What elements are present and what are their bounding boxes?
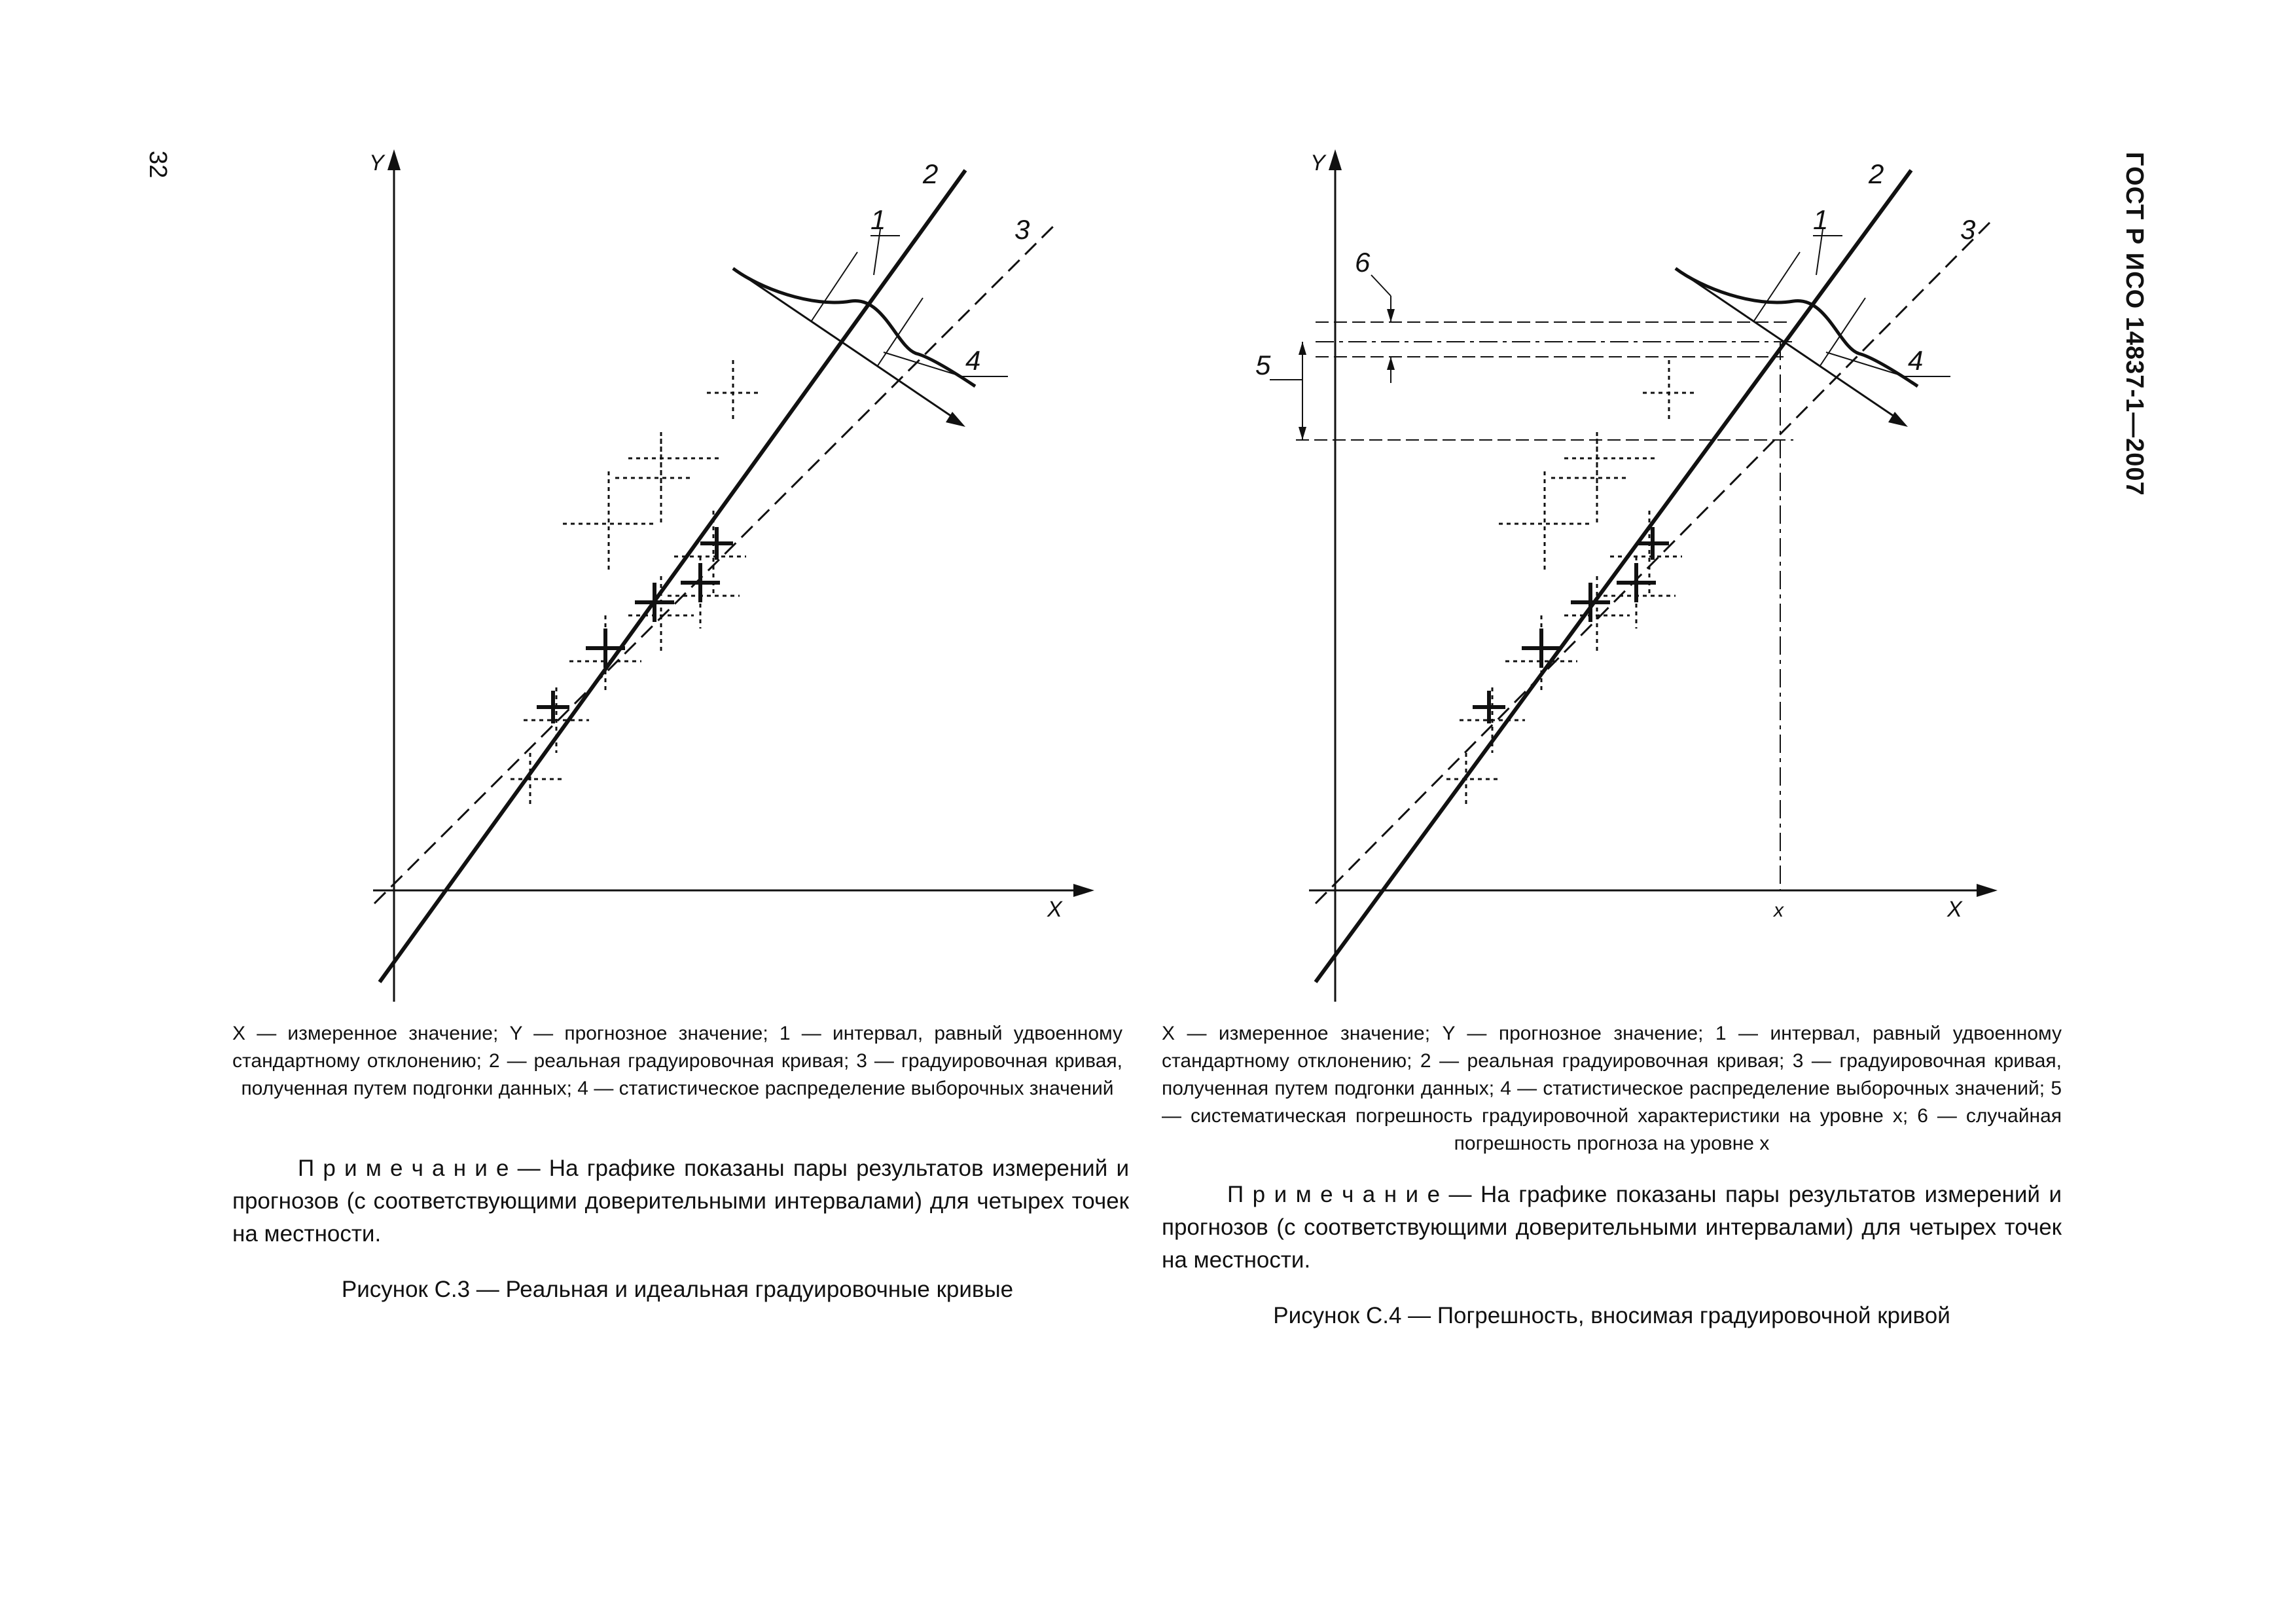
interval-1-tick — [877, 298, 923, 367]
dimension-arrow-icon — [1299, 427, 1306, 440]
interval-1-tick — [1820, 298, 1865, 367]
real-calibration-curve-2 — [380, 170, 965, 982]
real-calibration-curve-2 — [1316, 170, 1911, 982]
callout-2: 2 — [1869, 158, 1884, 189]
callout-3: 3 — [1014, 214, 1030, 245]
running-header: ГОСТ Р ИСО 14837-1—2007 — [2121, 152, 2148, 496]
figure-c4-caption: Рисунок С.4 — Погрешность, вносимая градуировочной кривой — [1273, 1303, 1950, 1328]
leader-line-6 — [1371, 275, 1391, 296]
distribution-axis — [733, 268, 956, 419]
callout-1: 1 — [870, 204, 886, 235]
interval-1-tick — [812, 252, 857, 321]
y-axis-label: Y — [1310, 151, 1325, 175]
dimension-arrow-icon — [1299, 342, 1306, 355]
x-axis-arrow-icon — [1073, 884, 1094, 897]
figure-c4-plot — [1230, 144, 2081, 1008]
y-axis-arrow-icon — [1329, 149, 1342, 170]
callout-1: 1 — [1813, 204, 1829, 235]
callout-6: 6 — [1355, 247, 1371, 278]
distribution-axis — [1676, 268, 1898, 419]
fitted-calibration-curve-3 — [374, 223, 1057, 903]
y-axis-arrow-icon — [387, 149, 401, 170]
x-level-label: x — [1774, 900, 1784, 921]
figure-c3-note — [232, 1152, 1129, 1250]
x-axis-label: X — [1047, 897, 1062, 922]
callout-2: 2 — [923, 158, 939, 189]
dimension-arrow-icon — [1387, 357, 1395, 370]
y-axis-label: Y — [369, 151, 384, 175]
figure-c3-caption: Рисунок С.3 — Реальная и идеальная градуировочные кривые — [341, 1277, 1014, 1302]
callout-5: 5 — [1255, 350, 1271, 380]
figure-c3-plot — [353, 144, 1178, 1008]
dimension-arrow-icon — [1387, 309, 1395, 322]
callout-4: 4 — [965, 345, 981, 376]
interval-1-tick — [1754, 252, 1800, 321]
note-label: П р и м е ч а н и е — [298, 1156, 509, 1181]
x-axis-arrow-icon — [1977, 884, 1998, 897]
callout-3: 3 — [1960, 214, 1976, 245]
page-number: 32 — [144, 151, 171, 179]
figure-c4-note — [1162, 1178, 2062, 1277]
x-axis-label: X — [1947, 897, 1962, 922]
note-text: — На графике показаны пары результатов измерений и прогнозов (с соответствующими доверительными интервалами) для четырех точек на местности. — [232, 1156, 1130, 1247]
note-label: П р и м е ч а н и е — [1227, 1182, 1441, 1207]
note-text: — На графике показаны пары результатов измерений и прогнозов (с соответствующими доверительными интервалами) для четырех точек на местности. — [1162, 1182, 2062, 1273]
figure-c3-legend: X — измеренное значение; Y — прогнозное значение; 1 — интервал, равный удвоенному стандартному отклонению; 2 — реальная градуировочная кривая; 3 — градуировочная кривая, полученная путем подгонки данных; 4 — статистическое распределение выборочных значений — [232, 1023, 1122, 1099]
fitted-calibration-curve-3 — [1316, 223, 1990, 903]
figure-c4-legend: X — измеренное значение; Y — прогнозное значение; 1 — интервал, равный удвоенному стандартному отклонению; 2 — реальная градуировочная кривая; 3 — градуировочная кривая, полученная путем подгонки данных; 4 — статистическое распределение выборочных значений; 5 — систематическая погрешность градуировочной характеристики на уровне x; 6 — случайная погрешность прогноза на уровне x — [1162, 1023, 2062, 1154]
callout-4: 4 — [1908, 345, 1924, 376]
